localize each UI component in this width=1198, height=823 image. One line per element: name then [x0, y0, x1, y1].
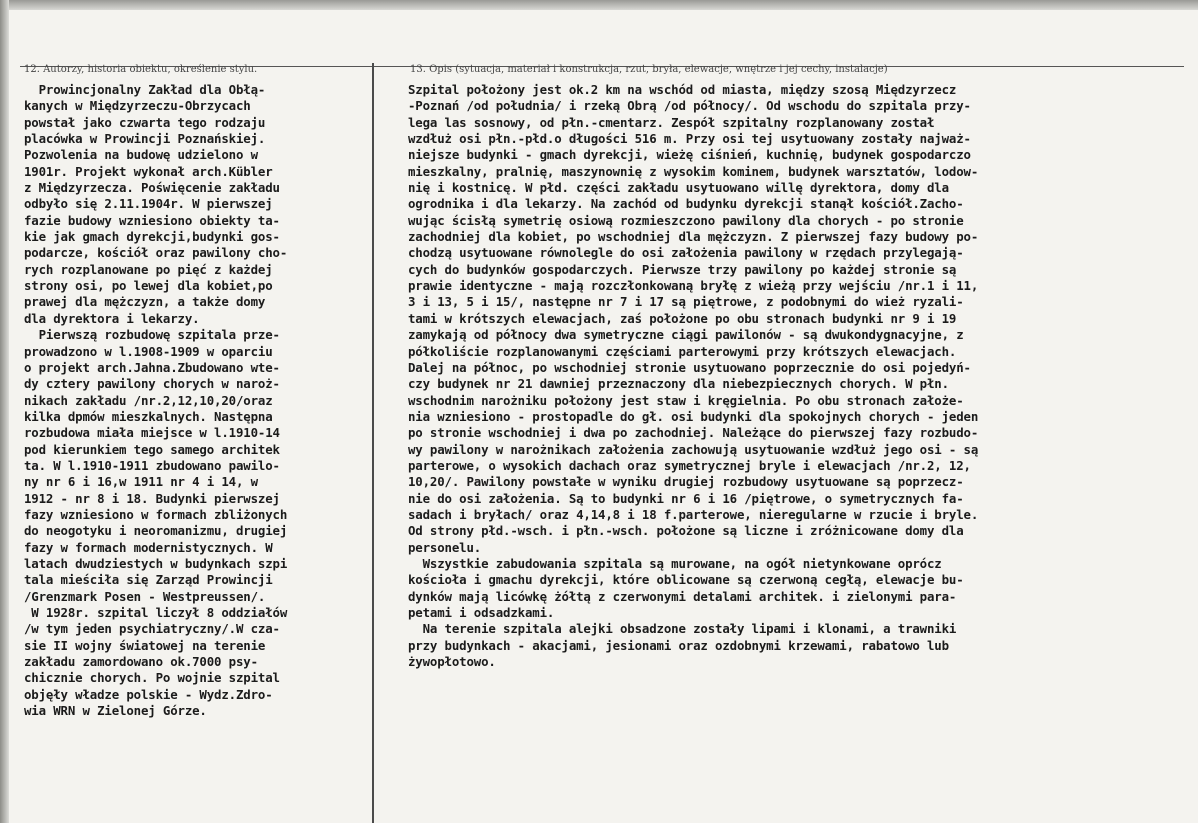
show-through-text: [20, 768, 1190, 808]
section-13-heading: 13. Opis (sytuacja, materiał i konstrukcja, rzut, bryła, elewacje, wnętrze i jej cechy, instalacje): [410, 64, 888, 75]
description-text: Szpital położony jest ok.2 km na wschód od miasta, między szosą Międzyrzecz -Poznań /od południa/ i rzeką Obrą /od północy/. Od wschodu do szpitala przy- lega las sosnowy, od płn.-cmentarz. Zespół szpitalny rozplanowany został wzdłuż osi płn.-płd.o długości 516 m. Przy osi tej usytuowany zostały najważ- niejsze budynki - gmach dyrekcji, wieżę ciśnień, kuchnię, budynek gospodarczo mieszkalny, pralnię, maszynownię z wysokim kominem, budynek warsztatów, lodow- nię i kostnicę. W płd. części zakładu usytuowano willę dyrektora, domy dla ogrodnika i dla lekarzy. Na zachód od budynku dyrekcji stanął kościół.Zacho- wując ścisłą symetrię osiową rozmieszczono pawilony dla chorych - po stronie zachodniej dla kobiet, po wschodniej dla mężczyzn. Z pierwszej fazy budowy po- chodzą usytuowane równolegle do osi założenia pawilony w rzędach przylegają- cych do budynków gospodarczych. Pierwsze trzy pawilony po każdej stronie są prawie identyczne - mają rozczłonkowaną bryłę z wieżą przy wejściu /nr.1 i 11, 3 i 13, 5 i 15/, następne nr 7 i 17 są piętrowe, z podobnymi do wież ryzali- tami w krótszych elewacjach, zaś położone po obu stronach budynki nr 9 i 19 zamykają od północy dwa symetryczne ciągi pawilonów - są dwukondygnacyjne, z półkoliście rozplanowanymi częściami parterowymi przy krótszych elewacjach. Dalej na północ, po wschodniej stronie usytuowano poprzecznie do osi pojedyń- czy budynek nr 21 dawniej przeznaczony dla niebezpiecznych chorych. W płn. wschodnim narożniku położony jest staw i kręgielnia. Po obu stronach założe- nia wzniesiono - prostopadle do gł. osi budynki dla spokojnych chorych - jeden po stronie wschodniej i dwa po zachodniej. Należące do pierwszej fazy rozbudo- wy pawilony w narożnikach założenia zachowują usytuowanie wzdłuż jego osi - są parterowe, o wysokich dachach oraz symetrycznej bryle i elewacjach /nr.2, 12, 10,20/. Pawilony powstałe w wyniku drugiej rozbudowy usytuowane są poprzecz- nie do osi założenia. Są to budynki nr 6 i 16 /piętrowe, o symetrycznych fa- sadach i bryłach/ oraz 4,14,8 i 18 f.parterowe, nieregularne w rzucie i bryle. Od strony płd.-wsch. i płn.-wsch. położone są liczne i zróżnicowane domy dla personelu. Wszystkie zabudowania szpitala są murowane, na ogół nietynkowane oprócz kościoła i gmachu dyrekcji, które oblicowane są czerwoną cegłą, elewacje bu- dynków mają licówkę żółtą z czerwonymi detalami architek. i zielonymi para- petami i odsadzkami. Na terenie szpitala alejki obsadzone zostały lipami i klonami, a trawniki przy budynkach - akacjami, jesionami oraz ozdobnymi krzewami, rabatowo lub żywopłotowo.: [408, 82, 979, 670]
section-12-heading: 12. Autorzy, historia obiektu, określenie stylu.: [24, 64, 258, 75]
scan-edge-top: [0, 0, 1198, 10]
column-divider: [372, 63, 374, 823]
history-text: Prowincjonalny Zakład dla Obłą- kanych w Międzyrzeczu-Obrzycach powstał jako czwarta tego rodzaju placówka w Prowincji Poznańskiej. Pozwolenia na budowę udzielono w 1901r. Projekt wykonał arch.Kübler z Międzyrzecza. Poświęcenie zakładu odbyło się 2.11.1904r. W pierwszej fazie budowy wzniesiono obiekty ta- kie jak gmach dyrekcji,budynki gos- podarcze, kościół oraz pawilony cho- rych rozplanowane po pięć z każdej strony osi, po lewej dla kobiet,po prawej dla mężczyzn, a także domy dla dyrektora i lekarzy. Pierwszą rozbudowę szpitala prze- prowadzono w l.1908-1909 w oparciu o projekt arch.Jahna.Zbudowano wte- dy cztery pawilony chorych w naroż- nikach zakładu /nr.2,12,10,20/oraz kilka dpmów mieszkalnych. Następna rozbudowa miała miejsce w l.1910-14 pod kierunkiem tego samego architek ta. W l.1910-1911 zbudowano pawilo- ny nr 6 i 16,w 1911 nr 4 i 14, w 1912 - nr 8 i 18. Budynki pierwszej fazy wzniesiono w formach zbliżonych do neogotyku i neoromanizmu, drugiej fazy w formach modernistycznych. W latach dwudziestych w budynkach szpi tala mieściła się Zarząd Prowincji /Grenzmark Posen - Westpreussen/. W 1928r. szpital liczył 8 oddziałów /w tym jeden psychiatryczny/.W cza- sie II wojny światowej na terenie zakładu zamordowano ok.7000 psy- chicznie chorych. Po wojnie szpital objęły władze polskie - Wydz.Zdro- wia WRN w Zielonej Górze.: [24, 82, 288, 719]
scan-edge-left: [0, 0, 9, 823]
